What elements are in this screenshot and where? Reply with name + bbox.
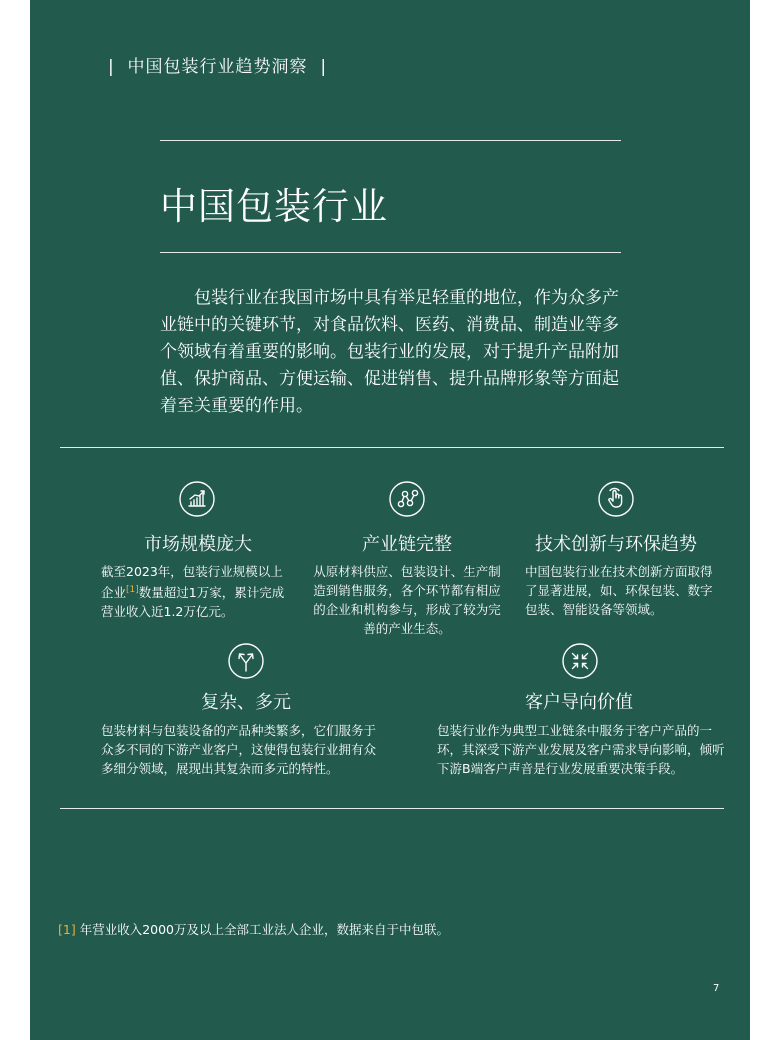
touch-hand-icon [598, 481, 634, 517]
footnote-marker: [1] [58, 922, 76, 937]
features-bottom-divider [60, 808, 724, 809]
feature-desc-industry-chain: 从原材料供应、包装设计、生产制造到销售服务，各个环节都有相应的企业和机构参与，形成了较为完善的产业生态。 [313, 564, 501, 636]
converge-arrows-icon [562, 643, 598, 679]
feature-title-innovation: 技术创新与环保趋势 [535, 534, 697, 555]
footnote-ref[interactable]: [1] [126, 585, 139, 595]
intro-text: 包装行业在我国市场中具有举足轻重的地位，作为众多产业链中的关键环节，对食品饮料、医药、消费品、制造业等多个领域有着重要的影响。包装行业的发展，对于提升产品附加值、保护商品、方便运输、促进销售、提升品牌形象等方面起着至关重要的作用。 [160, 288, 619, 416]
feature-desc-innovation: 中国包装行业在技术创新方面取得了显著进展，如、环保包装、数字包装、智能设备等领域。 [525, 564, 713, 617]
running-header-title: 中国包装行业趋势洞察 [127, 57, 308, 77]
feature-title-industry-chain: 产业链完整 [362, 534, 452, 555]
footnote [58, 920, 449, 938]
section-title: 中国包装行业 [160, 185, 388, 228]
running-header: | 中国包装行业趋势洞察 | [108, 57, 328, 77]
feature-desc-customer-value: 包装行业作为典型工业链条中服务于客户产品的一环，其深受下游产业发展及客户需求导向影响，倾听下游B端客户声音是行业发展重要决策手段。 [437, 723, 725, 776]
feature-desc-market-scale: 截至2023年，包装行业规模以上企业[1]数量超过1万家，累计完成营业收入近1.2万亿元。 [101, 564, 285, 620]
page-number: 7 [713, 983, 720, 994]
split-arrows-icon [228, 643, 264, 679]
features-top-divider [60, 447, 724, 448]
feature-desc-diversity: 包装材料与包装设备的产品种类繁多，它们服务于众多不同的下游产业客户，这使得包装行业拥有众多细分领域，展现出其复杂而多元的特性。 [101, 723, 377, 776]
growth-chart-icon [179, 481, 215, 517]
network-nodes-icon [389, 481, 425, 517]
report-page [30, 0, 750, 1040]
footnote-text: 年营业收入2000万及以上全部工业法人企业，数据来自于中包联。 [75, 922, 450, 937]
feature-title-customer-value: 客户导向价值 [525, 692, 633, 713]
feature-title-market-scale: 市场规模庞大 [144, 534, 252, 555]
intro-paragraph [160, 285, 630, 420]
title-bottom-divider [160, 252, 621, 253]
title-top-divider [160, 140, 621, 141]
feature-title-diversity: 复杂、多元 [201, 692, 291, 713]
